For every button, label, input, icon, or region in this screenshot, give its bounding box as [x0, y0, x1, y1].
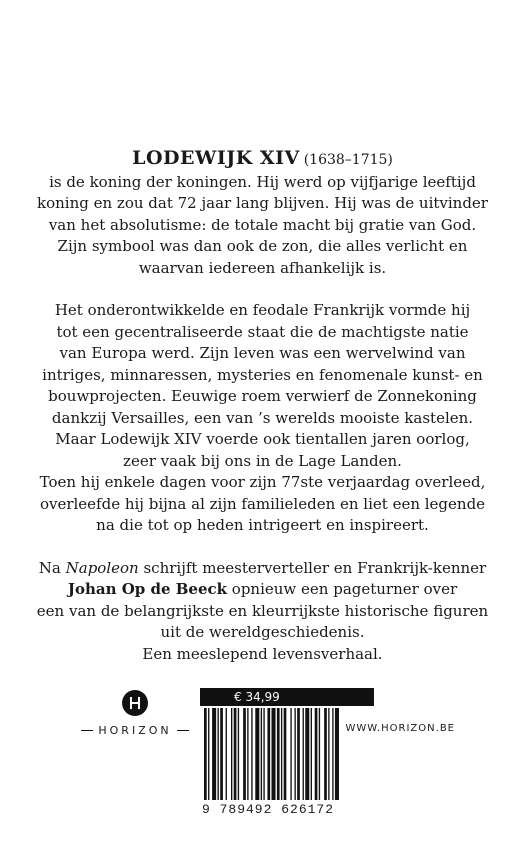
body-paragraph — [30, 300, 495, 537]
barcode-bar — [243, 708, 246, 800]
barcode-bar — [281, 708, 282, 800]
title-years: (1638–1715) — [303, 152, 393, 168]
barcode-bar — [251, 708, 252, 800]
publisher-website: WWW.HORIZON.BE — [345, 723, 455, 734]
logo-rule-left — [81, 730, 93, 731]
barcode-bar — [204, 708, 207, 800]
napoleon-title: Napoleon — [65, 558, 139, 577]
barcode-bar — [247, 708, 248, 800]
back-cover-text — [30, 148, 495, 665]
barcode-bar — [303, 708, 304, 800]
barcode-bar — [335, 708, 339, 800]
closing-line3: een van de belangrijkste en kleurrijkste historische figuren — [36, 601, 489, 620]
barcode-bar — [218, 708, 219, 800]
closing-line2: opnieuw een pageturner over — [227, 580, 458, 598]
body-line: bouwprojecten. Eeuwige roem verwierf de Zonnekoning — [48, 387, 477, 405]
title-line — [30, 148, 495, 172]
intro-line: koning en zou dat 72 jaar lang blijven. Hij was de uitvinder — [37, 194, 488, 212]
barcode-bar — [226, 708, 227, 800]
barcode-bar — [305, 708, 309, 800]
intro-line: is de koning der koningen. Hij werd op vijfjarige leeftijd — [49, 172, 476, 191]
barcode-bar — [311, 708, 312, 800]
author-name: Johan Op de Beeck — [67, 580, 228, 598]
barcode-bar — [284, 708, 287, 800]
barcode-bar — [297, 708, 300, 800]
barcode-bar — [231, 708, 232, 800]
intro-line: waarvan iedereen afhankelijk is. — [138, 258, 387, 277]
barcode-bar — [208, 708, 209, 800]
isbn-number: 9 789492 626172 — [202, 802, 335, 817]
body-line: dankzij Versailles, een van ’s werelds mooiste kastelen. — [51, 408, 474, 427]
barcode-bar — [315, 708, 318, 800]
publisher-wordmark: HORIZON — [98, 724, 172, 737]
barcode-bar — [220, 708, 223, 800]
barcode-bar — [261, 708, 262, 800]
body-line: Toen hij enkele dagen voor zijn 77ste verjaardag overleed, — [39, 473, 486, 491]
price-value: € 34,99 — [234, 690, 280, 704]
publisher-name — [80, 724, 190, 737]
barcode-bar — [294, 708, 295, 800]
barcode-bar — [263, 708, 264, 800]
barcode — [200, 708, 374, 800]
barcode-bar — [267, 708, 270, 800]
price-label — [200, 688, 374, 706]
body-line: Maar Lodewijk XIV voerde ook tientallen jaren oorlog, — [55, 430, 470, 448]
barcode-bar — [238, 708, 239, 800]
barcode-block — [200, 688, 374, 820]
closing-line4: uit de wereldgeschiedenis. — [160, 623, 365, 641]
barcode-bar — [234, 708, 237, 800]
barcode-bar — [277, 708, 280, 800]
intro-line: Zijn symbool was dan ook de zon, die alles verlicht en — [57, 237, 468, 255]
closing-line5: Een meeslepend levensverhaal. — [142, 644, 383, 663]
barcode-bar — [328, 708, 329, 800]
barcode-bar — [272, 708, 276, 800]
body-line: zeer vaak bij ons in de Lage Landen. — [123, 451, 402, 470]
barcode-bar — [324, 708, 327, 800]
body-line: van Europa werd. Zijn leven was een wervelwind van — [59, 344, 466, 362]
barcode-bar — [255, 708, 259, 800]
body-line: intriges, minnaressen, mysteries en fenomenale kunst- en — [42, 365, 483, 384]
barcode-bar — [332, 708, 333, 800]
body-line: overleefde hij bijna al zijn familieleden en liet een legende — [39, 494, 486, 513]
publisher-logo — [80, 690, 190, 737]
horizon-logo-icon — [122, 690, 148, 716]
closing-prefix: Na — [38, 558, 66, 577]
body-line: na die tot op heden intrigeert en inspireert. — [96, 516, 429, 534]
logo-rule-right — [177, 730, 189, 731]
closing-paragraph — [30, 558, 495, 666]
barcode-bar — [212, 708, 216, 800]
closing-suffix: schrijft meesterverteller en Frankrijk-kenner — [138, 558, 487, 577]
intro-paragraph — [30, 172, 495, 280]
barcode-bar — [319, 708, 320, 800]
intro-line: van het absolutisme: de totale macht bij gratie van God. — [48, 215, 477, 234]
barcode-bar — [290, 708, 291, 800]
body-line: Het onderontwikkelde en feodale Frankrijk vormde hij — [54, 301, 471, 319]
body-line: tot een gecentraliseerde staat die de machtigste natie — [56, 322, 469, 341]
book-title: LODEWIJK XIV — [132, 147, 300, 169]
